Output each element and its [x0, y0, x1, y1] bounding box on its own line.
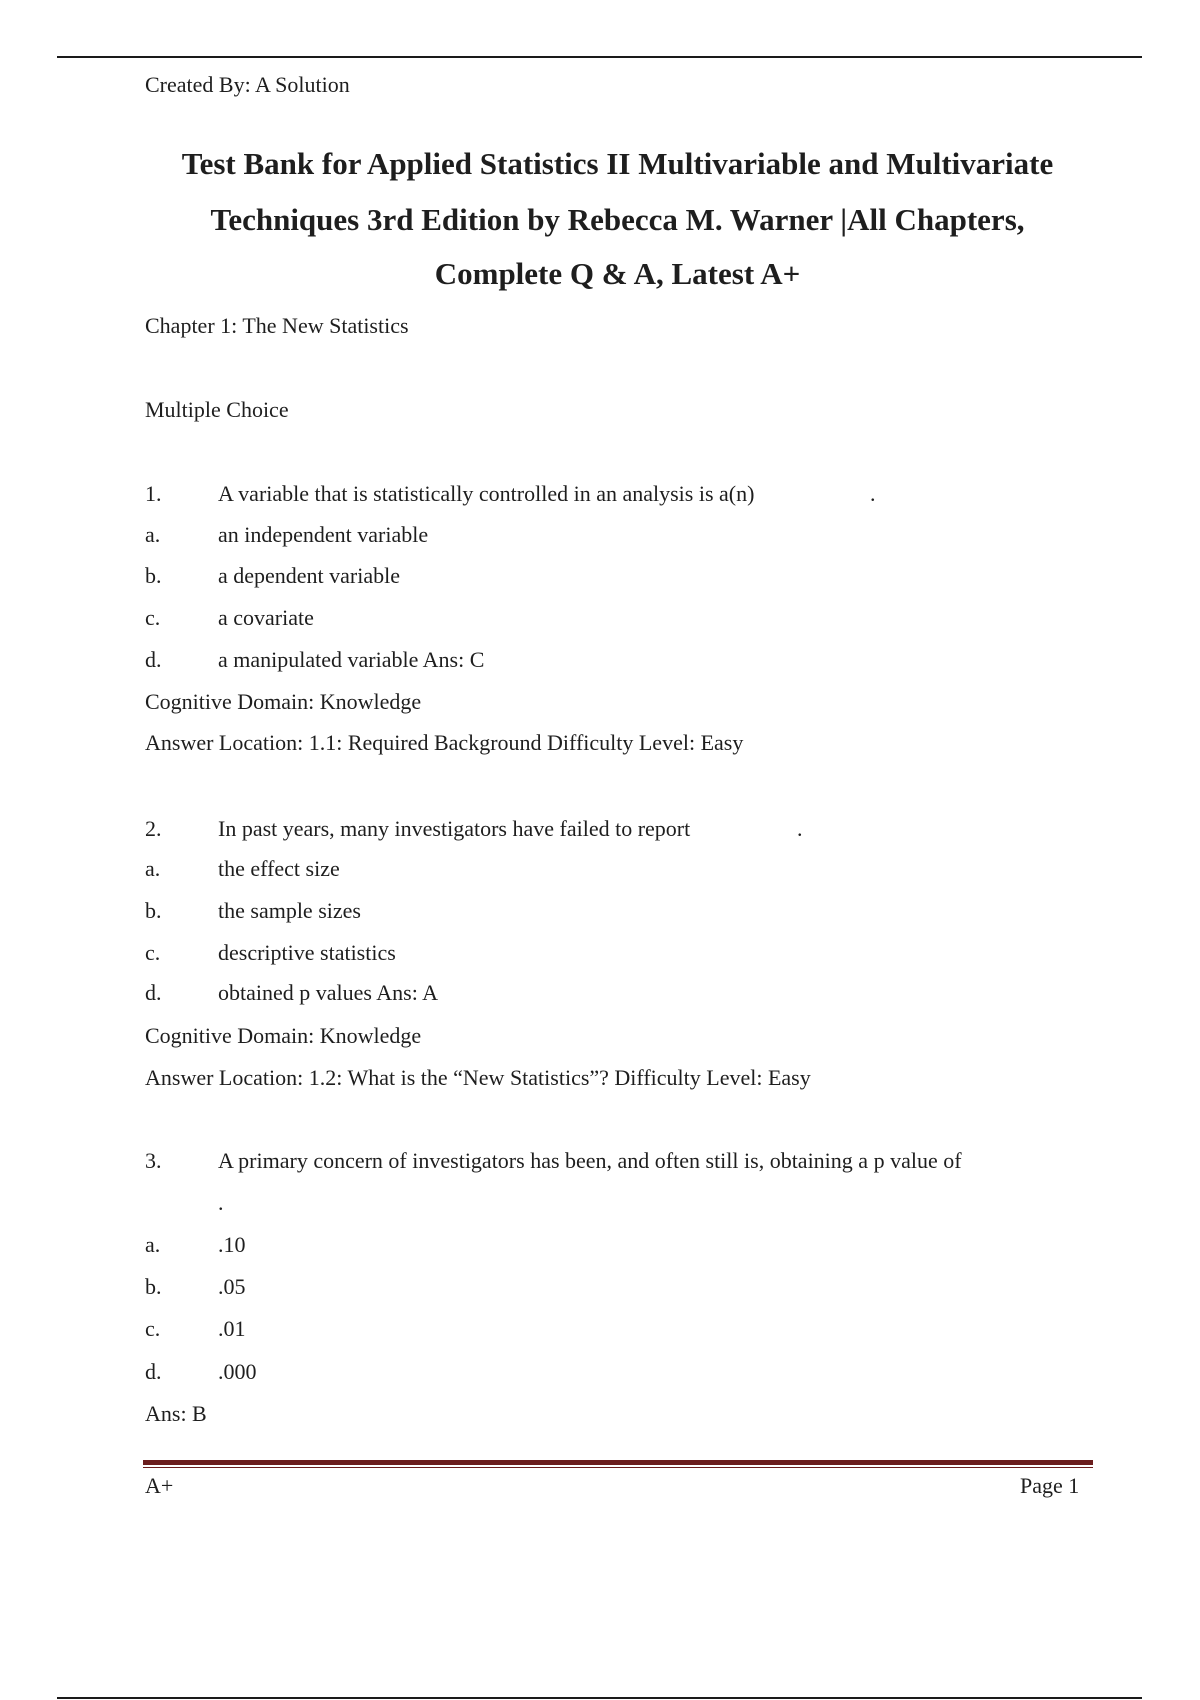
option-letter: c.	[145, 605, 161, 630]
option-text: .000	[218, 1359, 257, 1384]
question-number: 1.	[145, 481, 162, 506]
option-text: the sample sizes	[218, 898, 361, 923]
created-by-line: Created By: A Solution	[145, 72, 350, 97]
question-blank-end: .	[870, 481, 876, 506]
option-text: a covariate	[218, 605, 314, 630]
question-text: A variable that is statistically controlled in an analysis is a(n)	[218, 481, 755, 506]
document-title-line-2: Techniques 3rd Edition by Rebecca M. Warner |All Chapters,	[210, 202, 1025, 237]
bottom-rule	[57, 1697, 1142, 1699]
question-blank-end: .	[218, 1190, 224, 1215]
option-text: descriptive statistics	[218, 940, 396, 965]
question-text: A primary concern of investigators has been, and often still is, obtaining a p value of	[218, 1148, 962, 1173]
answer-key: Ans: B	[145, 1401, 207, 1426]
option-letter: c.	[145, 1316, 161, 1341]
footer-label: A+	[145, 1473, 174, 1498]
option-text: the effect size	[218, 856, 340, 881]
option-letter: d.	[145, 647, 162, 672]
option-text: a manipulated variable Ans: C	[218, 647, 485, 672]
option-text: obtained p values Ans: A	[218, 980, 438, 1005]
answer-location: Answer Location: 1.2: What is the “New Statistics”? Difficulty Level: Easy	[145, 1065, 811, 1090]
option-letter: d.	[145, 1359, 162, 1384]
document-title-line-1: Test Bank for Applied Statistics II Multivariable and Multivariate	[181, 146, 1054, 181]
option-text: .05	[218, 1274, 246, 1299]
option-text: an independent variable	[218, 522, 429, 547]
option-letter: b.	[145, 563, 162, 588]
option-text: a dependent variable	[218, 563, 401, 588]
cognitive-domain: Cognitive Domain: Knowledge	[145, 689, 422, 714]
option-text: .01	[218, 1316, 246, 1341]
question-text: In past years, many investigators have failed to report	[218, 816, 691, 841]
footer-rule-thin	[143, 1467, 1093, 1468]
footer-rule	[143, 1460, 1093, 1465]
option-text: .10	[218, 1232, 246, 1257]
section-heading: Multiple Choice	[145, 397, 289, 422]
chapter-heading: Chapter 1: The New Statistics	[145, 313, 409, 338]
option-letter: a.	[145, 1232, 161, 1257]
question-blank-end: .	[797, 816, 803, 841]
option-letter: c.	[145, 940, 161, 965]
question-number: 3.	[145, 1148, 162, 1173]
answer-location: Answer Location: 1.1: Required Background Difficulty Level: Easy	[145, 730, 744, 755]
cognitive-domain: Cognitive Domain: Knowledge	[145, 1023, 422, 1048]
question-number: 2.	[145, 816, 162, 841]
option-letter: a.	[145, 522, 161, 547]
top-rule	[57, 56, 1142, 58]
option-letter: d.	[145, 980, 162, 1005]
document-title-line-3: Complete Q & A, Latest A+	[434, 256, 801, 291]
option-letter: b.	[145, 1274, 162, 1299]
option-letter: a.	[145, 856, 161, 881]
option-letter: b.	[145, 898, 162, 923]
page-number: Page 1	[1020, 1473, 1080, 1498]
